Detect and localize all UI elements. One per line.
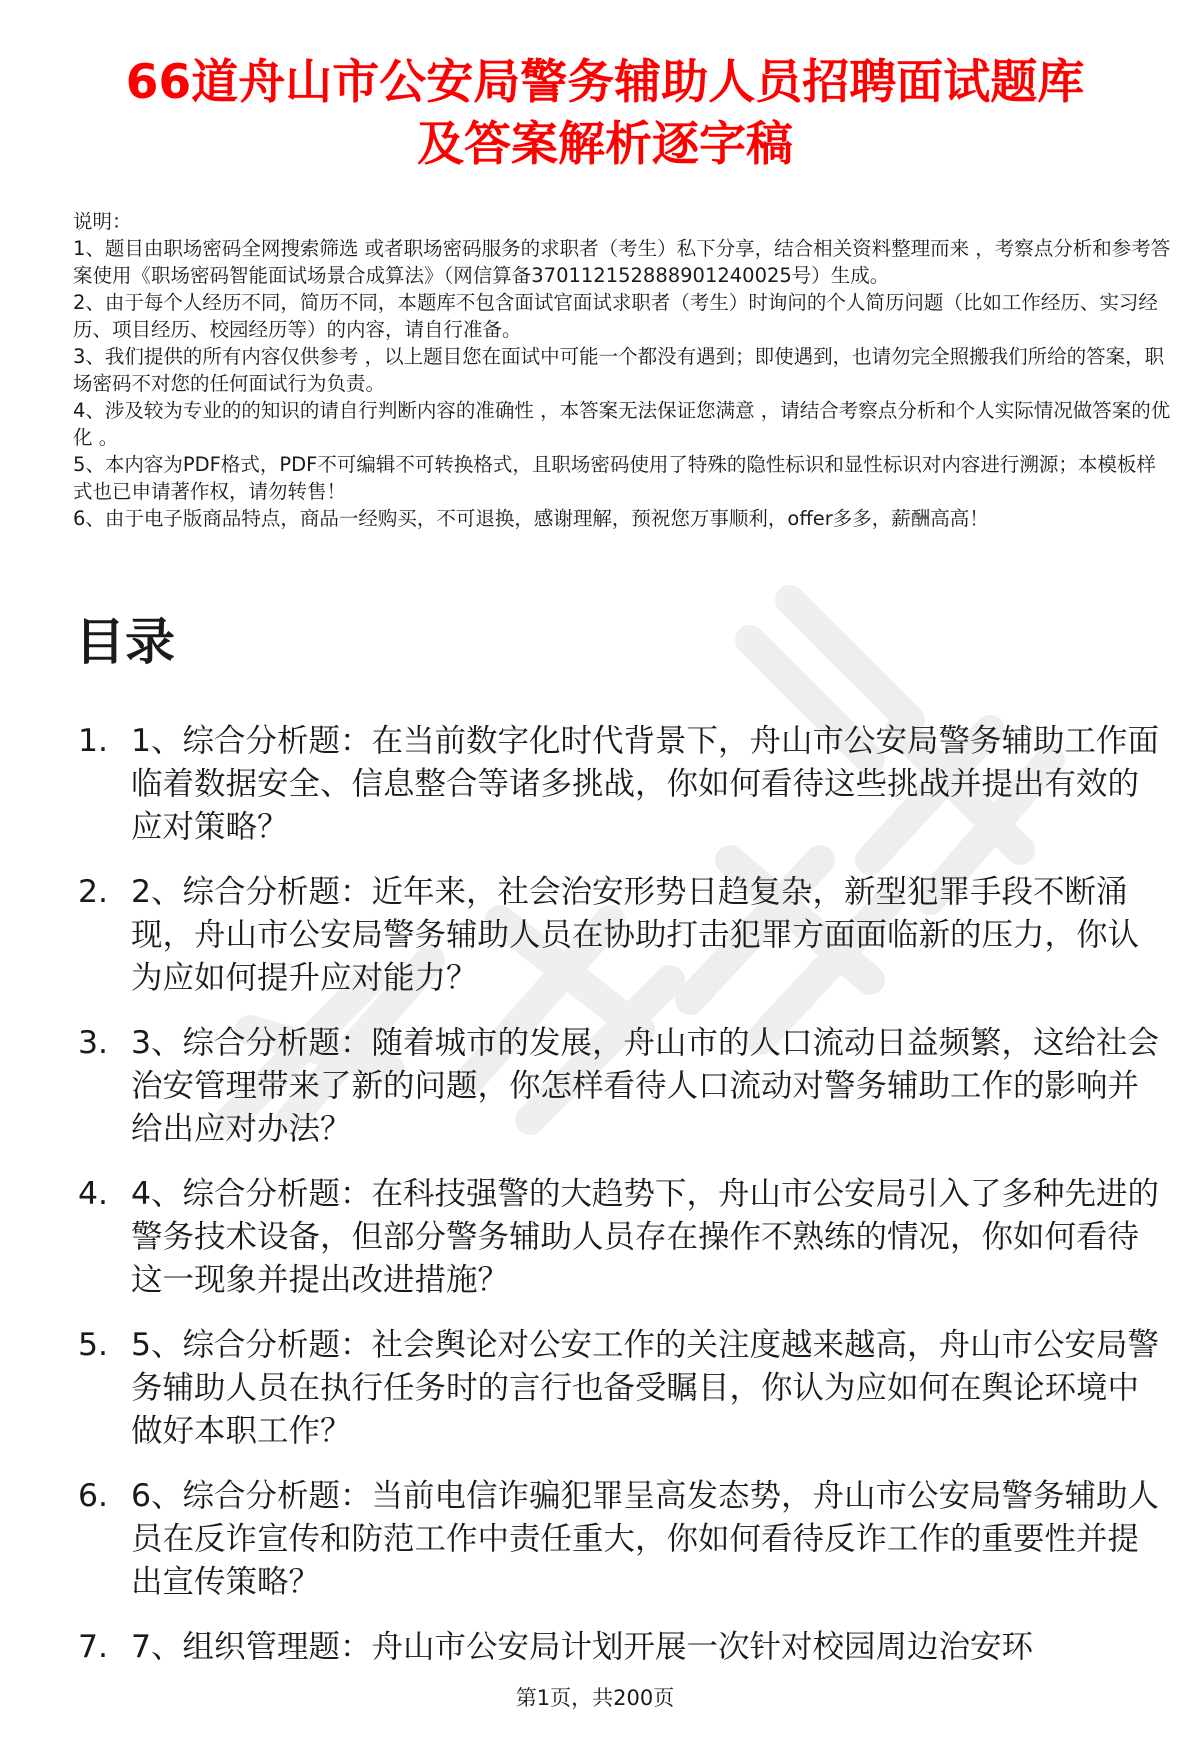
note-item-3: 3、我们提供的所有内容仅供参考 ，以上题目您在面试中可能一个都没有遇到；即使遇到，也请勿完全照搬我们所给的答案，职场密码不对您的任何面试行为负责。 [73, 345, 1165, 395]
toc-item-text: 5、综合分析题：社会舆论对公安工作的关注度越来越高，舟山市公安局警务辅助人员在执行任务时的言行也备受瞩目，你认为应如何在舆论环境中做好本职工作？ [131, 1327, 1160, 1449]
toc-item[interactable] [78, 1626, 1168, 1669]
toc-item-text: 1、综合分析题：在当前数字化时代背景下，舟山市公安局警务辅助工作面临着数据安全、信息整合等诸多挑战，你如何看待这些挑战并提出有效的应对策略？ [131, 723, 1160, 845]
toc-item-number: 1. [78, 723, 109, 759]
toc-item-text: 3、综合分析题：随着城市的发展，舟山市的人口流动日益频繁，这给社会治安管理带来了新的问题，你怎样看待人口流动对警务辅助工作的影响并给出应对办法？ [131, 1025, 1160, 1147]
toc-item-number: 5. [78, 1327, 109, 1363]
note-item-4: 4、涉及较为专业的的知识的请自行判断内容的准确性 ，本答案无法保证您满意 ，请结合考察点分析和个人实际情况做答案的优化 。 [73, 399, 1171, 449]
note-item-5: 5、本内容为PDF格式，PDF不可编辑不可转换格式，且职场密码使用了特殊的隐性标识和显性标识对内容进行溯源；本模板样式也已申请著作权，请勿转售！ [73, 453, 1156, 503]
page-footer: 第1页，共200页 [515, 1686, 675, 1710]
toc-item[interactable] [78, 871, 1168, 1000]
note-item-2: 2、由于每个人经历不同，简历不同，本题库不包含面试官面试求职者（考生）时询问的个人简历问题（比如工作经历、实习经历、项目经历、校园经历等）的内容，请自行准备。 [73, 291, 1158, 341]
title-line-1: 66道舟山市公安局警务辅助人员招聘面试题库 [125, 55, 1085, 110]
toc-heading: 目录 [75, 613, 175, 671]
toc-item-text: 2、综合分析题：近年来，社会治安形势日趋复杂，新型犯罪手段不断涌现，舟山市公安局警务辅助人员在协助打击犯罪方面面临新的压力，你认为应如何提升应对能力？ [131, 874, 1140, 996]
toc-item-text: 4、综合分析题：在科技强警的大趋势下，舟山市公安局引入了多种先进的警务技术设备，但部分警务辅助人员存在操作不熟练的情况，你如何看待这一现象并提出改进措施？ [131, 1176, 1160, 1298]
toc-item-number: 7. [78, 1629, 109, 1665]
document-title [60, 52, 1150, 176]
toc-item-text: 7、组织管理题：舟山市公安局计划开展一次针对校园周边治安环 [131, 1629, 1034, 1665]
notes-section [73, 208, 1173, 532]
table-of-contents [78, 720, 1168, 1669]
toc-item[interactable] [78, 1324, 1168, 1453]
title-line-2: 及答案解析逐字稿 [417, 117, 793, 172]
toc-item-number: 6. [78, 1478, 109, 1514]
toc-item-number: 2. [78, 874, 109, 910]
toc-item-number: 3. [78, 1025, 109, 1061]
toc-item[interactable] [78, 1022, 1168, 1151]
note-item-6: 6、由于电子版商品特点，商品一经购买，不可退换，感谢理解，预祝您万事顺利，offer多多，薪酬高高！ [73, 507, 989, 530]
toc-item[interactable] [78, 720, 1168, 849]
toc-item-number: 4. [78, 1176, 109, 1212]
toc-item[interactable] [78, 1475, 1168, 1604]
toc-item[interactable] [78, 1173, 1168, 1302]
toc-item-text: 6、综合分析题：当前电信诈骗犯罪呈高发态势，舟山市公安局警务辅助人员在反诈宣传和防范工作中责任重大，你如何看待反诈工作的重要性并提出宣传策略？ [131, 1478, 1160, 1600]
note-item-1: 1、题目由职场密码全网搜索筛选 或者职场密码服务的求职者（考生）私下分享，结合相关资料整理而来 ，考察点分析和参考答案使用《职场密码智能面试场景合成算法》（网信算备370112152888901240025号）生成。 [73, 237, 1171, 287]
notes-heading: 说明： [73, 210, 132, 233]
